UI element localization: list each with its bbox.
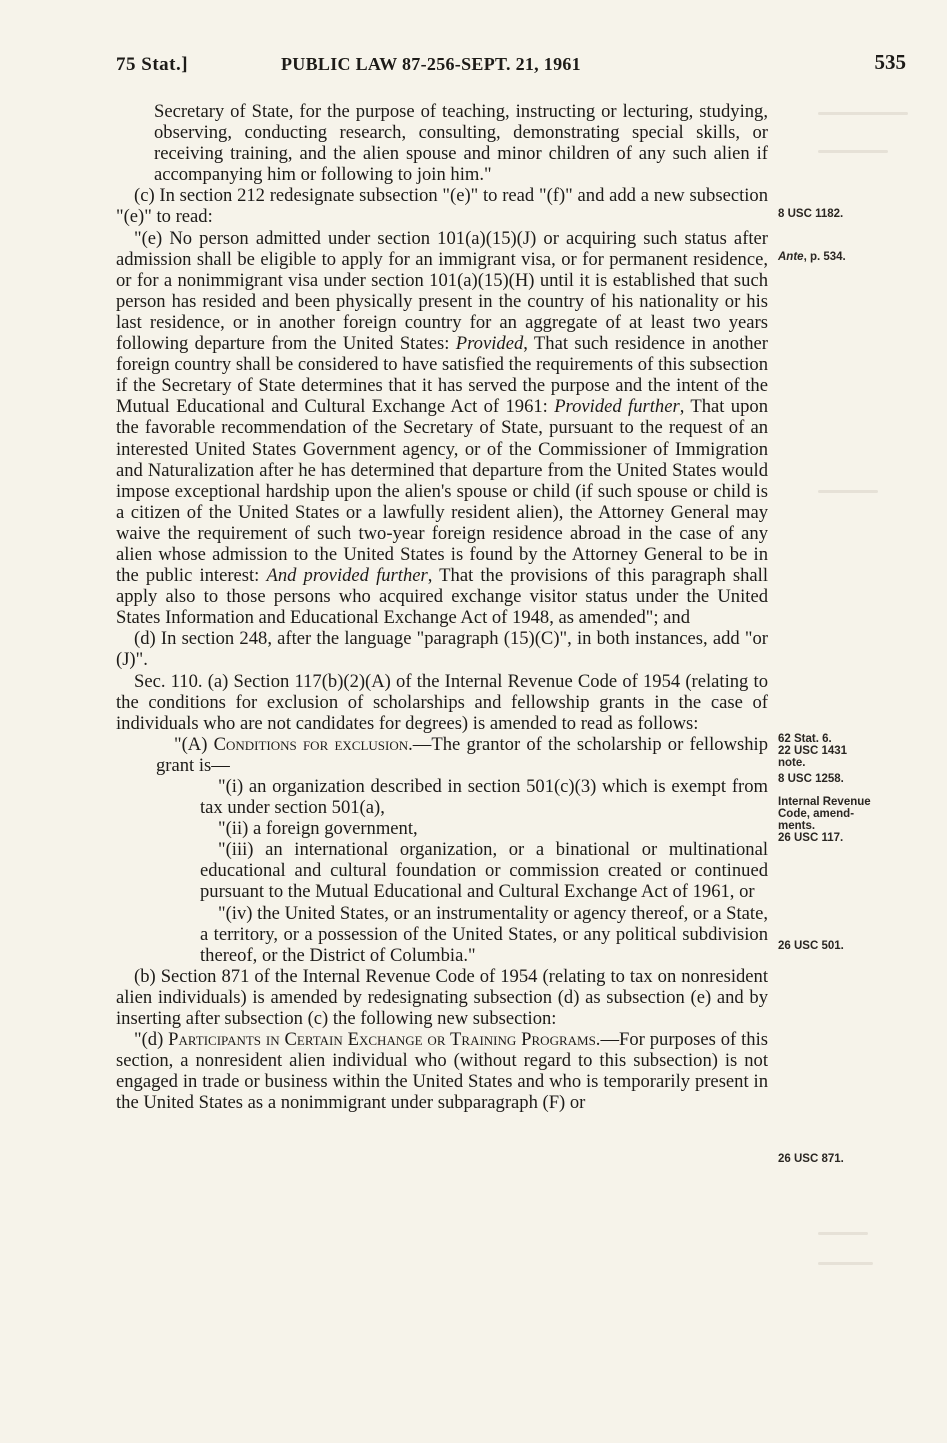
paragraph-subsection-b: (b) Section 871 of the Internal Revenue Code of 1954 (relating to tax on nonresident alien individuals) is amended by redesignating subsection (d) as subsection (e) and by inserting after subsection (c) the following new subsection:	[116, 965, 768, 1030]
text-run: , That the provisions of this paragraph shall apply also to those persons who acquired exchange visitor status under the United States Information and Educational Exchange Act of 1948, as amended"; and	[116, 565, 769, 629]
margin-note-italic: Ante	[778, 251, 804, 263]
paragraph-continuation: Secretary of State, for the purpose of teaching, instructing or lecturing, studying, observing, conducting research, consulting, demonstrating special skills, or receiving training, and the alien spouse and minor children of any such alien if accompanying him or following to join him."	[154, 101, 768, 186]
page-number: 535	[874, 50, 906, 74]
paragraph-subsection-d: (d) In section 248, after the language "paragraph (15)(C)", in both instances, add "or (J)".	[116, 628, 768, 671]
margin-note-62-stat	[778, 733, 918, 769]
text-run: "(d)	[134, 1029, 169, 1051]
margin-note-line: 22 USC 1431	[778, 745, 848, 757]
paragraph-conditions-for-exclusion	[116, 734, 768, 776]
paragraph-subsection-c: (c) In section 212 redesignate subsection "(e)" to read "(f)" and add a new subsection "(e)" to read:	[116, 185, 768, 228]
margin-note-ante	[778, 251, 918, 263]
emphasis-and-provided-further: And provided further	[266, 565, 428, 587]
margin-note-text: , p. 534.	[803, 251, 846, 263]
margin-note-8-usc-1258: 8 USC 1258.	[778, 773, 844, 785]
margin-note-line: 62 Stat. 6.	[778, 733, 832, 745]
margin-note-line: Internal Revenue	[778, 796, 871, 808]
bleed-through-mark	[818, 1232, 868, 1235]
text-run: "(e) No person admitted under section 101(a)(15)(J) or acquiring such status after admission shall be eligible to apply for an immigrant visa, or for permanent residence, or for a nonimmigrant visa under section 101(a)(15)(H) until it is established that such person has resided and been physically present in the country of his nationality or his last residence, or in another foreign country for an aggregate of at least two years following departure from the United States:	[116, 227, 768, 355]
text-run: —For purposes of this section, a nonresident alien individual who (without regard to this subsection) is not engaged in trade or business within the United States and who is temporarily present in the United States as a nonimmigrant under subparagraph (F) or	[116, 1029, 768, 1114]
body-text	[116, 101, 768, 1114]
bleed-through-mark	[818, 1262, 873, 1265]
volume-reference: 75 Stat.]	[116, 54, 189, 75]
emphasis-provided-further: Provided further	[554, 396, 680, 418]
margin-note-26-usc-871: 26 USC 871.	[778, 1153, 844, 1165]
emphasis-provided: Provided	[455, 333, 524, 355]
margin-note-line: note.	[778, 757, 806, 769]
text-run: —The grantor of the scholarship or fellowship grant is—	[156, 733, 768, 776]
clause-heading: Conditions for exclusion.	[213, 733, 413, 755]
paragraph-exchange-programs	[116, 1029, 768, 1113]
clause-heading: Participants in Certain Exchange or Training Programs.	[168, 1029, 601, 1051]
list-item-i: "(i) an organization described in section 501(c)(3) which is exempt from tax under section 501(a),	[200, 776, 768, 819]
margin-note-line: Code, amend-	[778, 808, 855, 820]
running-title: PUBLIC LAW 87-256-SEPT. 21, 1961	[281, 54, 581, 74]
page-header	[116, 50, 906, 84]
margin-note-8-usc-1182: 8 USC 1182.	[778, 208, 844, 220]
bleed-through-mark	[818, 150, 888, 153]
list-item-iv: "(iv) the United States, or an instrumentality or agency thereof, or a State, a territory, or a possession of the United States, or any political subdivision thereof, or the District of Columbia."	[200, 902, 768, 966]
paragraph-subsection-e	[116, 228, 768, 629]
margin-note-26-usc-501: 26 USC 501.	[778, 940, 844, 952]
bleed-through-mark	[818, 490, 878, 493]
bleed-through-mark	[818, 112, 908, 115]
paragraph-section-110: Sec. 110. (a) Section 117(b)(2)(A) of the Internal Revenue Code of 1954 (relating to the conditions for exclusion of scholarships and fellowship grants in the case of individuals who are not candidates for degrees) is amended to read as follows:	[116, 670, 768, 734]
text-run: "(A)	[174, 733, 214, 755]
margin-note-line: ments.	[778, 820, 816, 832]
text-run: , That upon the favorable recommendation of the Secretary of State, pursuant to the request of an interested United States Government agency, or of the Commissioner of Immigration and Naturalization after he has determined that departure from the United States would impose exceptional hardship upon the alien's spouse or child (if such spouse or child is a citizen of the United States or a lawfully resident alien), the Attorney General may waive the requirement of such two-year foreign residence abroad in the case of any alien whose admission to the United States is found by the Attorney General to be in the public interest:	[116, 396, 768, 587]
list-item-iii: "(iii) an international organization, or a binational or multinational educational and cultural foundation or commission created or continued pursuant to the Mutual Educational and Cultural Exchange Act of 1961, or	[200, 839, 768, 903]
text-run: , That such residence in another foreign country shall be considered to have satisfied the requirements of this subsection if the Secretary of State determines that it has served the purpose and the intent of the Mutual Educational and Cultural Exchange Act of 1961:	[116, 333, 768, 418]
margin-note-line: 26 USC 117.	[778, 832, 844, 844]
list-item-ii: "(ii) a foreign government,	[218, 818, 418, 840]
margin-note-internal-revenue	[778, 796, 918, 844]
